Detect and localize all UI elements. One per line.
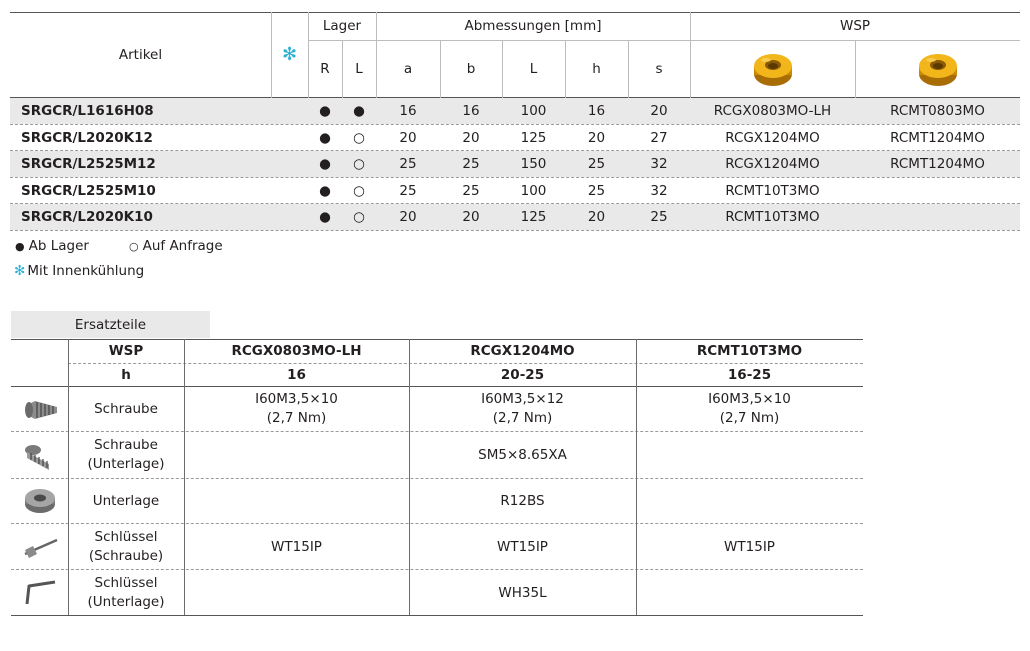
- dim-a-cell: 25: [399, 156, 417, 172]
- table-row: [10, 178, 1020, 203]
- artikel-cell: SRGCR/L1616H08: [21, 103, 154, 119]
- header-h: h: [592, 61, 601, 77]
- part-label: [68, 570, 184, 615]
- table-row: [11, 387, 863, 431]
- dim-L-cell: 150: [520, 156, 547, 172]
- header-b: b: [466, 61, 476, 77]
- header-s: s: [655, 61, 663, 77]
- header-artikel: Artikel: [118, 46, 163, 63]
- table-row: [11, 524, 863, 569]
- part-cell-line2: (2,7 Nm): [719, 410, 780, 426]
- dim-L-cell: 100: [520, 182, 547, 199]
- dim-a-cell: 25: [399, 182, 417, 199]
- spare-parts-title: Ersatzteile: [11, 311, 210, 338]
- dim-L-cell: 100: [520, 103, 547, 119]
- lager-l-cell: ○: [353, 182, 365, 199]
- dim-b-cell: 20: [462, 209, 480, 225]
- legend-cooling: [14, 261, 144, 281]
- header-L: L: [529, 61, 538, 77]
- legend-stock-label: Ab Lager: [28, 238, 89, 254]
- part-cell: [409, 387, 636, 431]
- spare-h-col-3: 16-25: [727, 367, 772, 383]
- lager-l-cell: ○: [353, 209, 365, 225]
- part-label-line1: Schlüssel: [94, 528, 158, 545]
- dim-a-cell: 20: [399, 130, 417, 146]
- header-l: L: [355, 61, 363, 77]
- artikel-cell: SRGCR/L2020K12: [21, 130, 153, 146]
- part-cell-line2: (2,7 Nm): [266, 410, 327, 426]
- part-cell: [184, 387, 409, 431]
- wsp1-cell: RCGX1204MO: [725, 156, 820, 172]
- part-cell: R12BS: [500, 493, 545, 509]
- part-label-line2: (Unterlage): [87, 456, 165, 472]
- dim-b-cell: 16: [462, 103, 480, 119]
- spare-h-label: h: [121, 367, 131, 383]
- part-label: Unterlage: [92, 493, 160, 509]
- lager-r-cell: ●: [319, 209, 331, 225]
- part-label-line1: Schraube: [94, 400, 158, 417]
- dim-s-cell: 32: [650, 156, 668, 172]
- part-label-line1: Schlüssel: [94, 574, 158, 591]
- part-cell: WH35L: [498, 584, 547, 601]
- wsp1-cell: RCMT10T3MO: [725, 209, 820, 225]
- part-cell-line2: (2,7 Nm): [492, 410, 553, 426]
- artikel-cell: SRGCR/L2525M10: [21, 182, 156, 199]
- dim-h-cell: 16: [587, 103, 606, 119]
- lager-l-cell: ○: [353, 130, 365, 146]
- legend-request: [129, 236, 223, 256]
- part-label: [68, 432, 184, 478]
- lager-l-cell: ●: [353, 103, 365, 119]
- dim-b-cell: 25: [462, 156, 480, 172]
- legend-stock: [15, 236, 89, 256]
- dim-b-cell: 20: [462, 130, 480, 146]
- part-cell: WT15IP: [724, 538, 775, 555]
- dim-L-cell: 125: [520, 209, 547, 225]
- dim-s-cell: 32: [650, 182, 668, 199]
- part-label: [68, 387, 184, 431]
- wsp1-cell: RCGX0803MO-LH: [713, 103, 832, 119]
- wsp1-cell: RCMT10T3MO: [725, 182, 820, 199]
- part-cell: WT15IP: [497, 538, 548, 555]
- header-lager: Lager: [322, 18, 362, 34]
- torx-key-icon: [21, 534, 61, 560]
- artikel-cell: SRGCR/L2525M12: [21, 156, 156, 172]
- part-cell: WT15IP: [271, 538, 322, 555]
- part-label-line1: Schraube: [94, 437, 158, 453]
- part-cell-line1: I60M3,5×12: [481, 391, 564, 407]
- hollow-dot-icon: ○: [129, 239, 139, 253]
- dim-h-cell: 20: [587, 209, 606, 225]
- hex-key-icon: [21, 578, 61, 608]
- table-row: [10, 204, 1020, 230]
- part-cell: SM5×8.65XA: [478, 447, 567, 463]
- wsp2-cell: [855, 178, 1020, 203]
- dim-s-cell: 20: [650, 103, 668, 119]
- table-row: [10, 98, 1020, 124]
- legend-cooling-label: Mit Innenkühlung: [27, 263, 145, 279]
- table-row: [11, 432, 863, 478]
- dim-s-cell: 27: [650, 130, 668, 146]
- header-a: a: [403, 61, 413, 77]
- round-insert-icon: [749, 44, 797, 92]
- header-wsp: WSP: [839, 18, 871, 34]
- dim-h-cell: 20: [587, 130, 606, 146]
- round-insert-icon: [914, 44, 962, 92]
- dim-a-cell: 16: [399, 103, 417, 119]
- dim-L-cell: 125: [520, 130, 547, 146]
- spare-h-col-1: 16: [287, 367, 306, 383]
- artikel-cell: SRGCR/L2020K10: [21, 209, 153, 225]
- shim-screw-icon: [23, 440, 57, 472]
- part-cell-line1: I60M3,5×10: [708, 391, 791, 407]
- spare-wsp-col-1: RCGX0803MO-LH: [231, 343, 362, 359]
- snowflake-icon: ✻: [14, 263, 26, 279]
- part-label-line2: (Unterlage): [87, 593, 165, 610]
- table-row: [11, 570, 863, 615]
- wsp2-cell: RCMT0803MO: [890, 103, 985, 119]
- dim-h-cell: 25: [587, 182, 606, 199]
- wsp2-cell: [855, 204, 1020, 230]
- part-cell-line1: I60M3,5×10: [255, 391, 338, 407]
- lager-r-cell: ●: [319, 130, 331, 146]
- lager-r-cell: ●: [319, 182, 331, 199]
- table-row: [11, 479, 863, 523]
- dim-b-cell: 25: [462, 182, 480, 199]
- table-row: [10, 151, 1020, 177]
- table-row: [10, 125, 1020, 151]
- dim-a-cell: 20: [399, 209, 417, 225]
- lager-l-cell: ○: [353, 156, 365, 172]
- dim-s-cell: 25: [650, 209, 668, 225]
- lager-r-cell: ●: [319, 103, 331, 119]
- wsp2-cell: RCMT1204MO: [890, 156, 985, 172]
- spare-wsp-col-3: RCMT10T3MO: [696, 343, 803, 359]
- header-abmessungen: Abmessungen [mm]: [464, 18, 602, 34]
- part-cell: [636, 387, 863, 431]
- shim-icon: [23, 487, 57, 515]
- header-r: R: [320, 61, 330, 77]
- dim-h-cell: 25: [587, 156, 606, 172]
- wsp1-cell: RCGX1204MO: [725, 130, 820, 146]
- part-label: [68, 524, 184, 569]
- wsp2-cell: RCMT1204MO: [890, 130, 985, 146]
- spare-wsp-label: WSP: [108, 343, 144, 359]
- snowflake-icon: ✻: [281, 44, 298, 65]
- part-label-line2: (Schraube): [88, 547, 164, 564]
- spare-h-col-2: 20-25: [500, 367, 545, 383]
- filled-dot-icon: ●: [15, 239, 25, 253]
- lager-r-cell: ●: [319, 156, 331, 172]
- screw-icon: [21, 395, 61, 423]
- spare-wsp-col-2: RCGX1204MO: [470, 343, 575, 359]
- legend-request-label: Auf Anfrage: [142, 238, 223, 254]
